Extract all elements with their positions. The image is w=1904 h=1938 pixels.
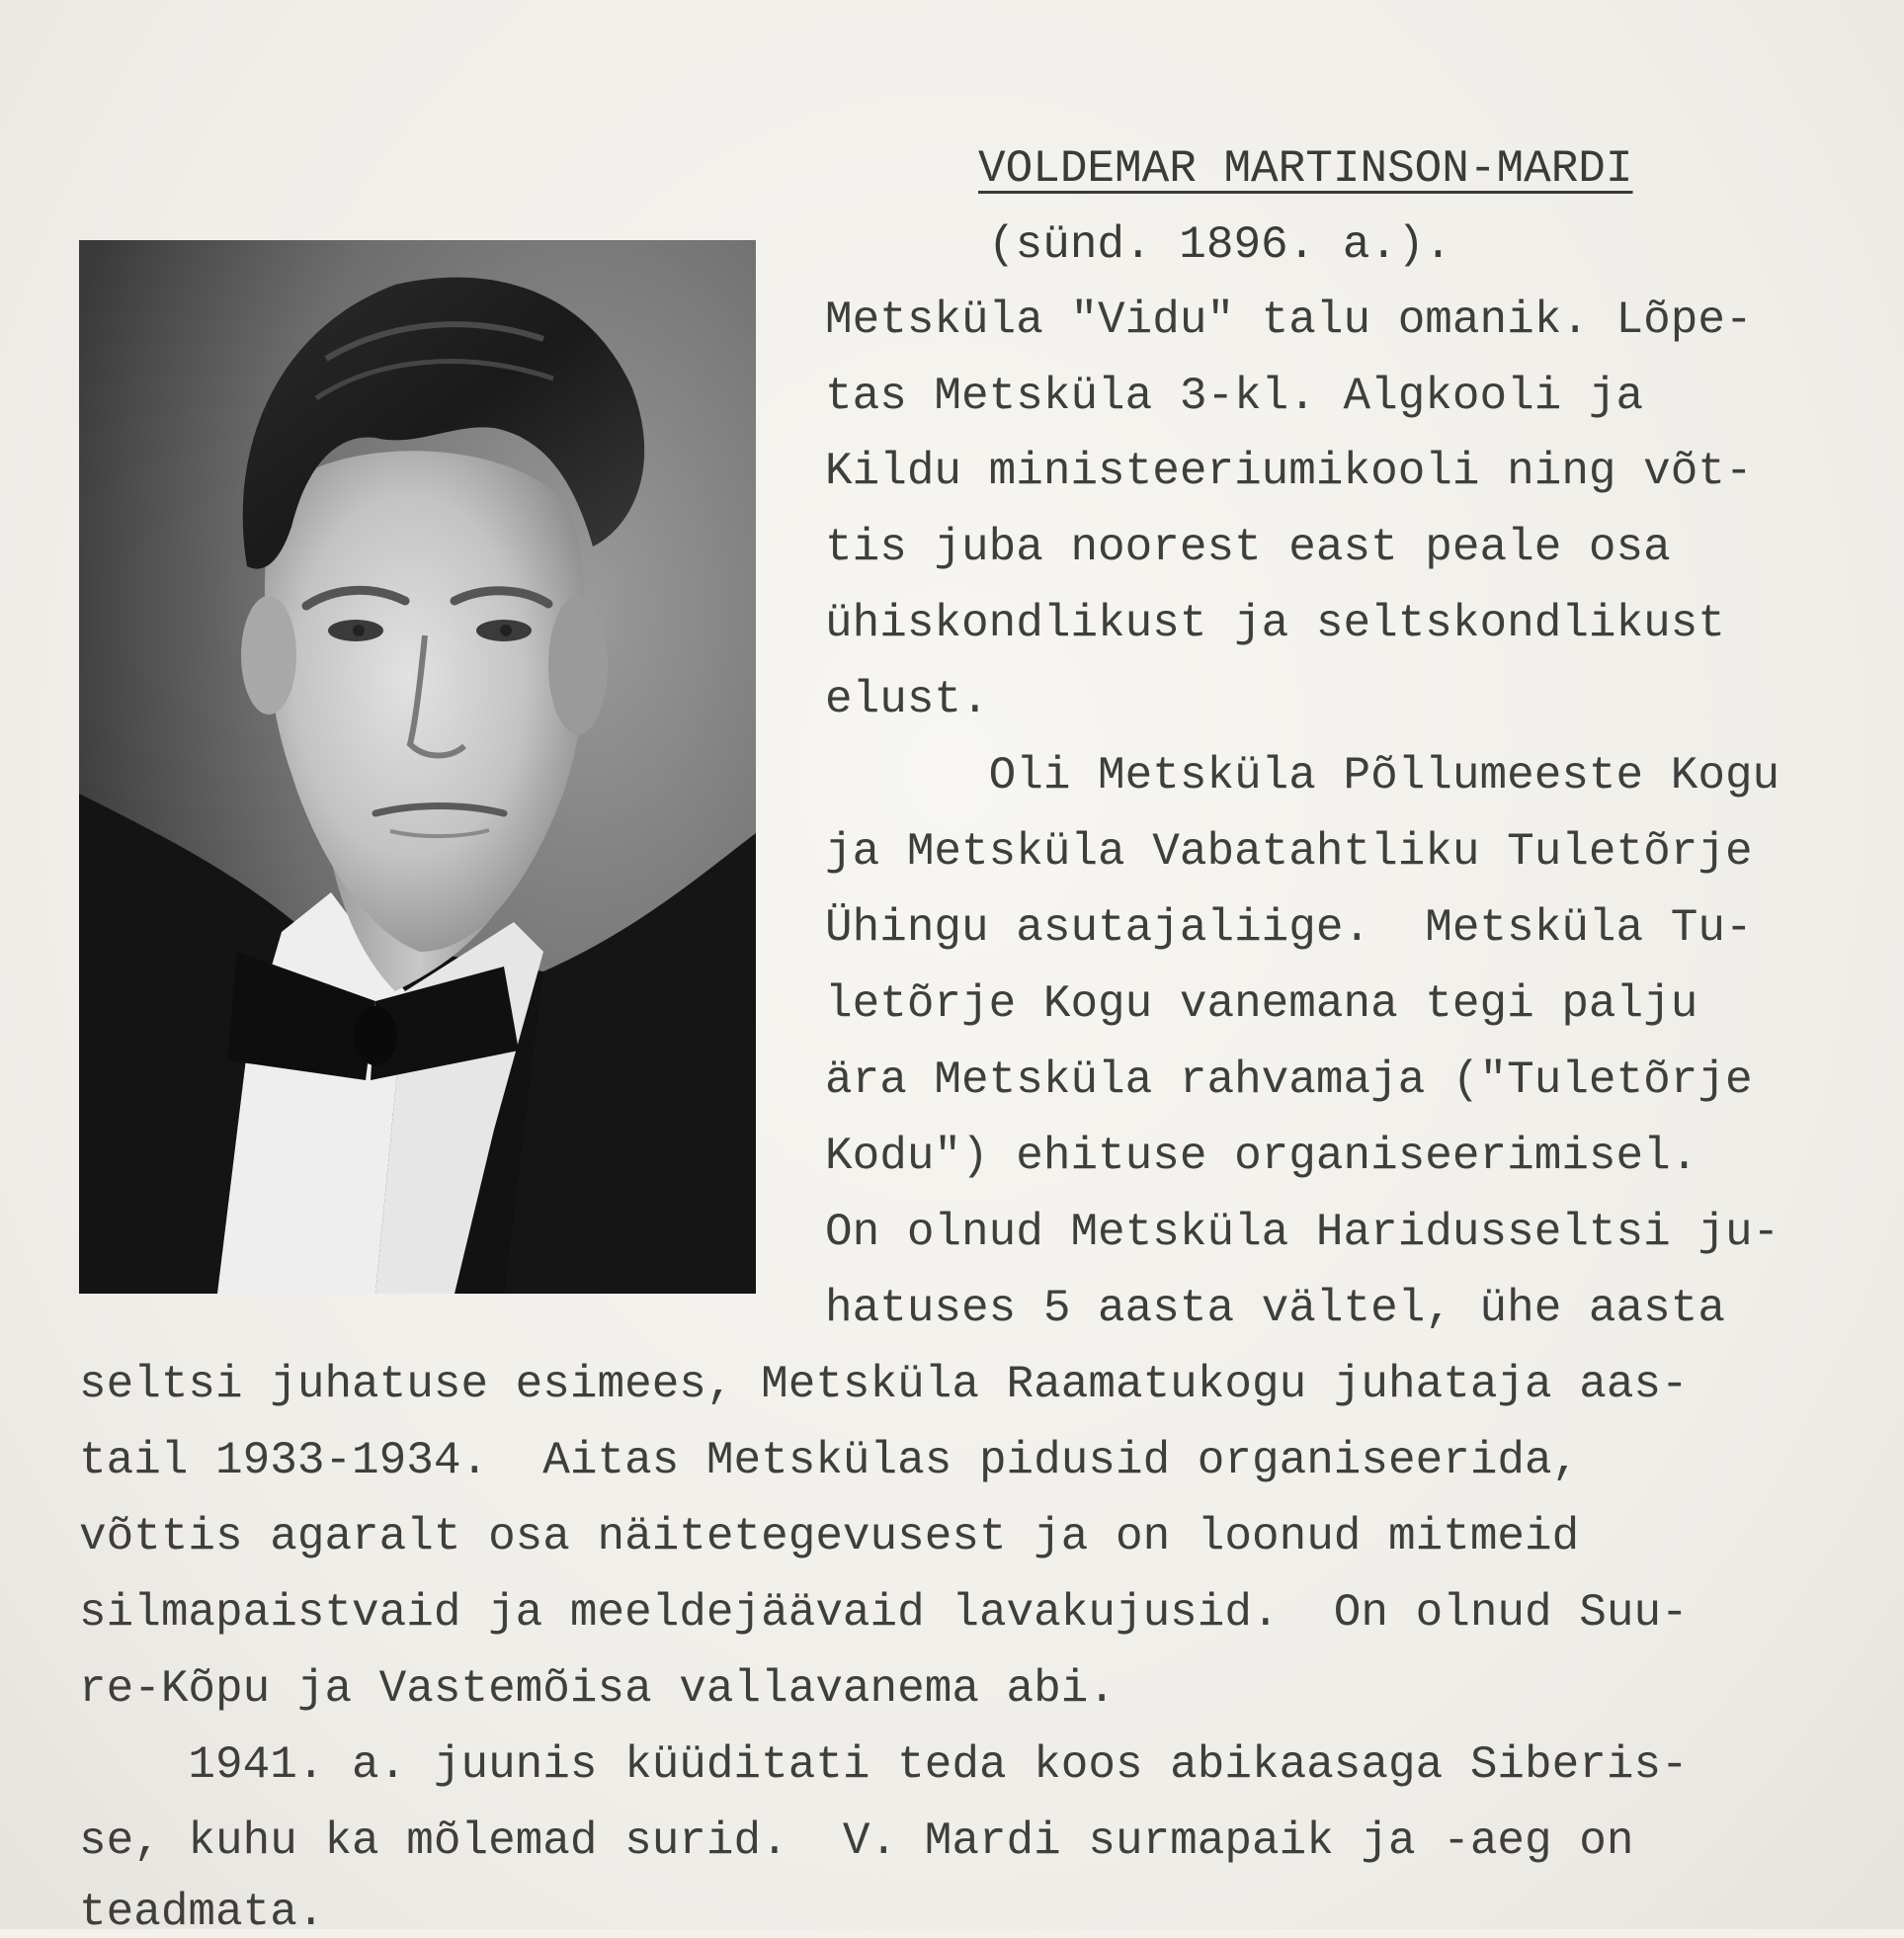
text-line: teadmata. (79, 1887, 325, 1938)
text-line: tail 1933-1934. Aitas Metskülas pidusid organiseerida, (79, 1435, 1580, 1486)
text-line: võttis agaralt osa näitetegevusest ja on loonud mitmeid (79, 1511, 1580, 1562)
text-line: Oli Metsküla Põllumeeste Kogu (825, 750, 1780, 801)
text-line: silmapaistvaid ja meeldejäävaid lavakujusid. On olnud Suu- (79, 1587, 1689, 1639)
text-line: 1941. a. juunis küüditati teda koos abikaasaga Siberis- (79, 1739, 1689, 1791)
text-line: Metsküla "Vidu" talu omanik. Lõpe- (825, 295, 1753, 346)
portrait-photo (79, 240, 756, 1294)
text-line: ära Metsküla rahvamaja ("Tuletõrje (825, 1054, 1753, 1106)
text-line: re-Kõpu ja Vastemõisa vallavanema abi. (79, 1663, 1116, 1715)
text-line: se, kuhu ka mõlemad surid. V. Mardi surmapaik ja -aeg on (79, 1815, 1634, 1867)
text-line: seltsi juhatuse esimees, Metsküla Raamatukogu juhataja aas- (79, 1359, 1689, 1410)
text-line: ja Metsküla Vabatahtliku Tuletõrje (825, 826, 1753, 878)
text-line: ühiskondlikust ja seltskondlikust (825, 598, 1725, 649)
text-line: tis juba noorest east peale osa (825, 522, 1671, 573)
document-title: VOLDEMAR MARTINSON-MARDI (978, 143, 1633, 195)
text-line: elust. (825, 674, 989, 725)
text-line: letõrje Kogu vanemana tegi palju (825, 978, 1698, 1030)
text-line: Kildu ministeeriumikooli ning võt- (825, 446, 1753, 497)
text-line: Ühingu asutajaliige. Metsküla Tu- (825, 902, 1753, 954)
birth-line: (sünd. 1896. a.). (988, 219, 1452, 271)
text-line: tas Metsküla 3-kl. Algkooli ja (825, 371, 1644, 422)
text-line: On olnud Metsküla Haridusseltsi ju- (825, 1207, 1780, 1258)
text-line: hatuses 5 aasta vältel, ühe aasta (825, 1283, 1725, 1334)
text-line: Kodu") ehituse organiseerimisel. (825, 1131, 1698, 1182)
